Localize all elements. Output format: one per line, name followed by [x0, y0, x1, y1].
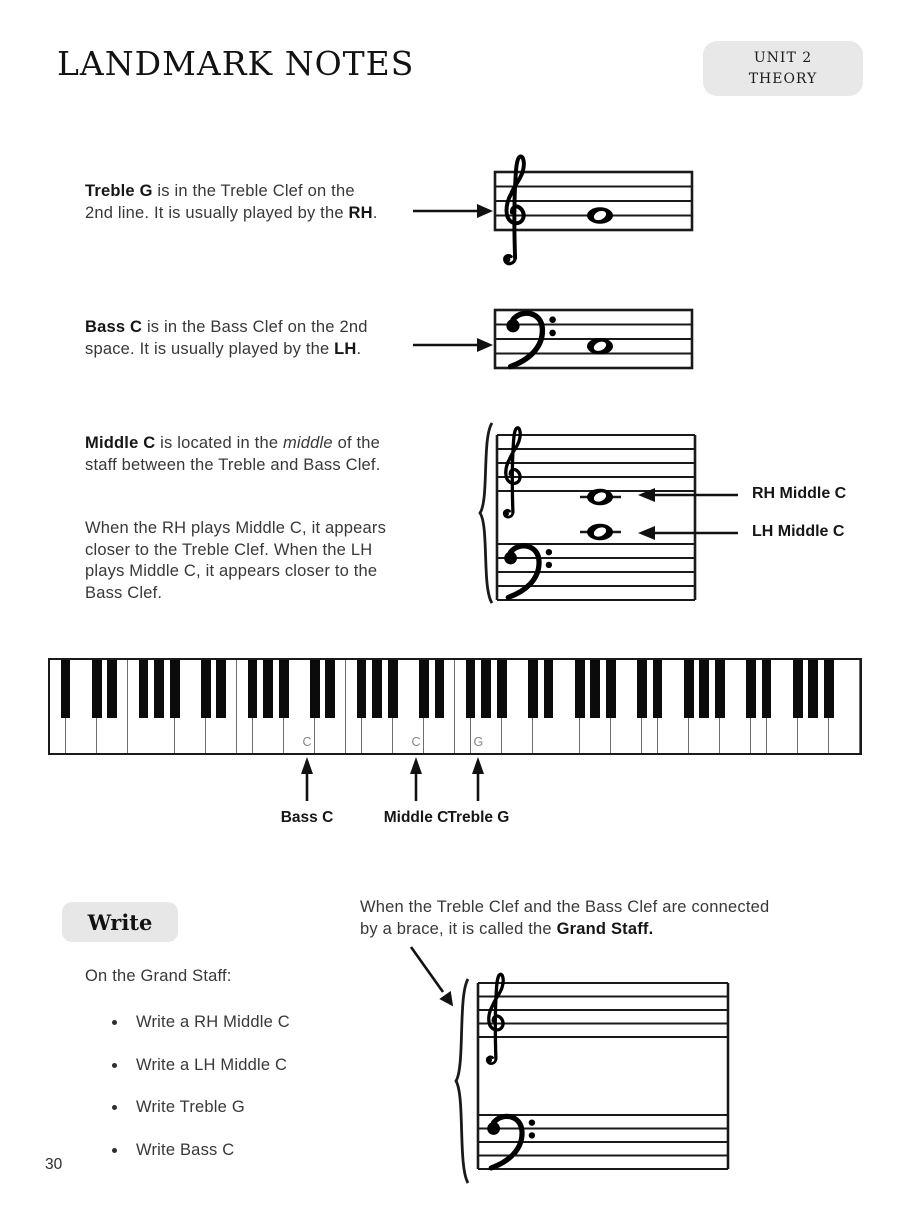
lh-middle-c-label: LH Middle C: [752, 523, 845, 540]
black-key: [388, 660, 398, 718]
list-item: [112, 1055, 290, 1076]
black-key: [279, 660, 289, 718]
middle-c2-line3: plays Middle C, it appears closer to the: [85, 562, 378, 580]
keyboard-arrow-label: Bass C: [280, 809, 334, 826]
key-label: C: [411, 735, 421, 749]
black-key: [466, 660, 476, 718]
middle-c2-line1: When the RH plays Middle C, it appears: [85, 519, 387, 537]
treble-g-term: Treble G: [85, 182, 153, 200]
treble-g-hand: RH: [348, 203, 373, 222]
bullet-icon: [112, 1105, 117, 1110]
treble-g-text-2: 2nd line. It is usually played by the: [85, 203, 349, 222]
grand-staff-note-line2: by a brace, it is called the: [360, 919, 557, 938]
list-item: [112, 1140, 290, 1161]
black-key: [637, 660, 647, 718]
rh-middle-c-label: RH Middle C: [752, 485, 847, 502]
unit-badge-line2: THEORY: [748, 70, 818, 87]
black-key: [357, 660, 367, 718]
bullet-icon: [112, 1148, 117, 1153]
left-arrow-icon: [638, 524, 738, 542]
left-arrow-icon: [638, 486, 738, 504]
middle-c-term: Middle C: [85, 434, 156, 452]
black-key: [92, 660, 102, 718]
middle-c-paragraph-2: [85, 518, 386, 604]
write-bullet-list: [112, 1012, 290, 1182]
bullet-icon: [112, 1063, 117, 1068]
middle-c-text-2: of the: [332, 434, 381, 452]
bullet-icon: [112, 1020, 117, 1025]
black-key: [684, 660, 694, 718]
unit-badge-line1: UNIT 2: [753, 50, 813, 67]
keyboard-arrow-label: Middle C: [383, 809, 449, 826]
black-key: [481, 660, 491, 718]
list-item: [112, 1012, 290, 1033]
list-item: [112, 1097, 290, 1118]
black-key: [154, 660, 164, 718]
middle-c-paragraph: [85, 433, 381, 476]
unit-badge: [703, 41, 863, 96]
bass-c-paragraph: [85, 317, 368, 360]
black-key: [248, 660, 258, 718]
black-key: [435, 660, 445, 718]
key-label: G: [473, 735, 484, 749]
up-arrow-icon: [408, 757, 424, 801]
black-key: [653, 660, 663, 718]
grand-staff-note: [360, 897, 769, 940]
bullet-text: Write a RH Middle C: [136, 1013, 290, 1031]
middle-c-emphasis: middle: [282, 434, 333, 452]
up-arrow-icon: [299, 757, 315, 801]
page-number: 30: [45, 1156, 63, 1173]
black-key: [372, 660, 382, 718]
piano-keyboard: [48, 658, 862, 755]
bullet-text: Write a LH Middle C: [136, 1055, 288, 1074]
right-arrow-icon: [413, 202, 493, 220]
keyboard-pointers: [48, 757, 862, 837]
up-arrow-icon: [470, 757, 486, 801]
middle-c2-line4: Bass Clef.: [85, 583, 163, 602]
black-key: [107, 660, 117, 718]
bullet-text: Write Bass C: [136, 1140, 235, 1159]
key-label: C: [302, 735, 312, 749]
black-key: [793, 660, 803, 718]
treble-g-text-3: .: [372, 203, 378, 222]
page-title: LANDMARK NOTES: [57, 44, 415, 83]
black-key: [824, 660, 834, 718]
black-key: [201, 660, 211, 718]
keyboard-arrow-label: Treble G: [447, 809, 510, 826]
black-key: [325, 660, 335, 718]
treble-g-paragraph: [85, 181, 378, 224]
black-key: [808, 660, 818, 718]
black-key: [61, 660, 71, 718]
write-intro: [85, 966, 232, 988]
treble-staff-figure: [493, 146, 705, 272]
white-key: [844, 660, 860, 753]
black-key: [497, 660, 507, 718]
middle-c-text-3: staff between the Treble and Bass Clef.: [85, 455, 381, 474]
bass-c-text-2: space. It is usually played by the: [85, 339, 335, 358]
black-key: [263, 660, 273, 718]
treble-g-text-1: is in the Treble Clef on the: [152, 182, 355, 200]
write-badge: Write: [62, 902, 178, 942]
grand-staff-figure: [495, 420, 699, 615]
black-key: [139, 660, 149, 718]
grand-staff-term: Grand Staff.: [556, 919, 654, 938]
middle-c2-line2: closer to the Treble Clef. When the LH: [85, 540, 373, 559]
black-key: [715, 660, 725, 718]
black-key: [419, 660, 429, 718]
black-key: [606, 660, 616, 718]
middle-c-text-1: is located in the: [155, 434, 283, 452]
bass-c-text-1: is in the Bass Clef on the 2nd: [142, 318, 368, 336]
black-key: [699, 660, 709, 718]
black-key: [170, 660, 180, 718]
grand-staff-brace: [477, 420, 495, 606]
grand-staff-brace: [453, 976, 471, 1186]
black-key: [216, 660, 226, 718]
bass-staff-figure: [493, 306, 705, 384]
black-key: [310, 660, 320, 718]
bass-c-term: Bass C: [85, 318, 143, 336]
black-key: [575, 660, 585, 718]
grand-staff-note-line1: When the Treble Clef and the Bass Clef are connected: [360, 898, 770, 916]
black-key: [746, 660, 756, 718]
black-key: [762, 660, 772, 718]
black-key: [528, 660, 538, 718]
grand-staff-empty-figure: [476, 968, 732, 1183]
write-intro-text: On the Grand Staff:: [85, 967, 232, 985]
right-arrow-icon: [413, 336, 493, 354]
bullet-text: Write Treble G: [136, 1098, 245, 1116]
black-key: [544, 660, 554, 718]
bass-c-hand: LH: [334, 339, 357, 358]
black-key: [590, 660, 600, 718]
bass-c-text-3: .: [356, 339, 362, 358]
